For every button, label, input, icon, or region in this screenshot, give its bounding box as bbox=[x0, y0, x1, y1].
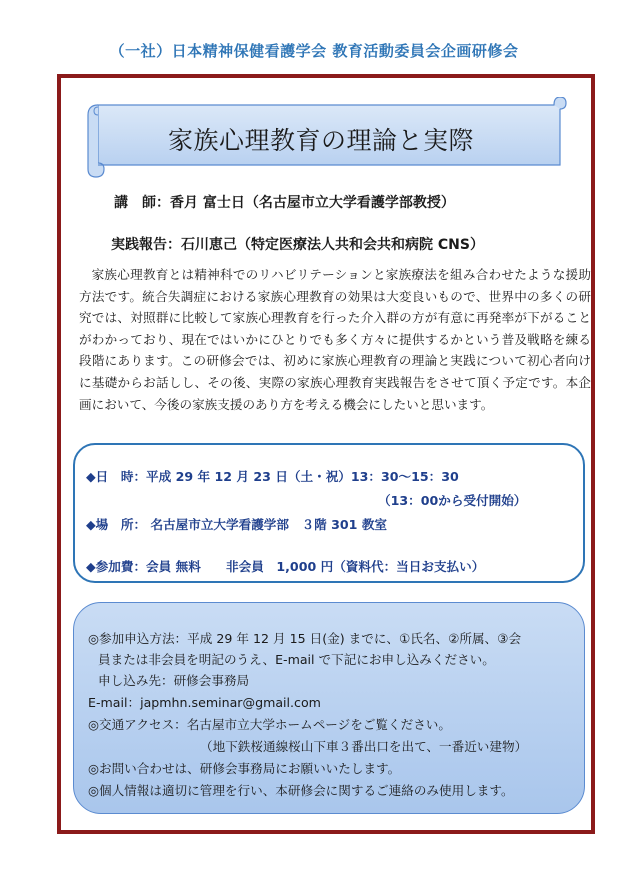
application-destination: 申し込み先：研修会事務局 bbox=[98, 673, 250, 688]
description-paragraph: 家族心理教育とは精神科でのリハビリテーションと家族療法を組み合わせたような援助方法です。統合失調症における家族心理教育の効果は大変良いもので、世界中の多くの研究では、対照群に比較して家族心理教育を行った介入群の方が有意に再発率が下がることがわかっており、現在ではいかにひとりでも多く方々に提供するかという普及戦略を練る段階にあります。この研修会では、初めに家族心理教育の理論と実践について初心者向けに基礎からお話しし、その後、実際の家族心理教育実践報告をさせて頂く予定です。本企画において、今後の家族支援のあり方を考える機会にしたいと思います。 bbox=[79, 267, 592, 412]
access-directions: （地下鉄桜通線桜山下車３番出口を出て、一番近い建物） bbox=[200, 739, 528, 754]
inquiry-info: ◎お問い合わせは、研修会事務局にお願いいたします。 bbox=[88, 761, 401, 776]
reception-time: （13：00から受付開始） bbox=[378, 493, 527, 508]
lecturer-line: 講 師：香月 富士日（名古屋市立大学看護学部教授） bbox=[114, 195, 455, 211]
organizer-header: （一社）日本精神保健看護学会 教育活動委員会企画研修会 bbox=[109, 42, 519, 60]
contact-email[interactable]: E-mail：japmhn.seminar@gmail.com bbox=[88, 695, 321, 710]
seminar-title: 家族心理教育の理論と実際 bbox=[168, 126, 475, 155]
event-date: ◆日 時：平成 29 年 12 月 23 日（土・祝）13：30〜15：30 bbox=[86, 469, 459, 484]
event-venue: ◆場 所： 名古屋市立大学看護学部 ３階 301 教室 bbox=[86, 517, 388, 532]
application-method-line1: ◎参加申込方法：平成 29 年 12 月 15 日(金) までに、①氏名、②所属、③会 bbox=[88, 631, 522, 646]
privacy-notice: ◎個人情報は適切に管理を行い、本研修会に関するご連絡のみ使用します。 bbox=[88, 783, 514, 798]
event-fee: ◆参加費：会員 無料 非会員 1,000 円（資料代：当日お支払い） bbox=[86, 559, 485, 574]
practice-report-line: 実践報告：石川恵己（特定医療法人共和会共和病院 CNS） bbox=[111, 237, 484, 253]
application-method-line2: 員または非会員を明記のうえ、E-mail で下記にお申し込みください。 bbox=[98, 652, 495, 667]
access-info: ◎交通アクセス：名古屋市立大学ホームページをご覧ください。 bbox=[88, 717, 451, 732]
